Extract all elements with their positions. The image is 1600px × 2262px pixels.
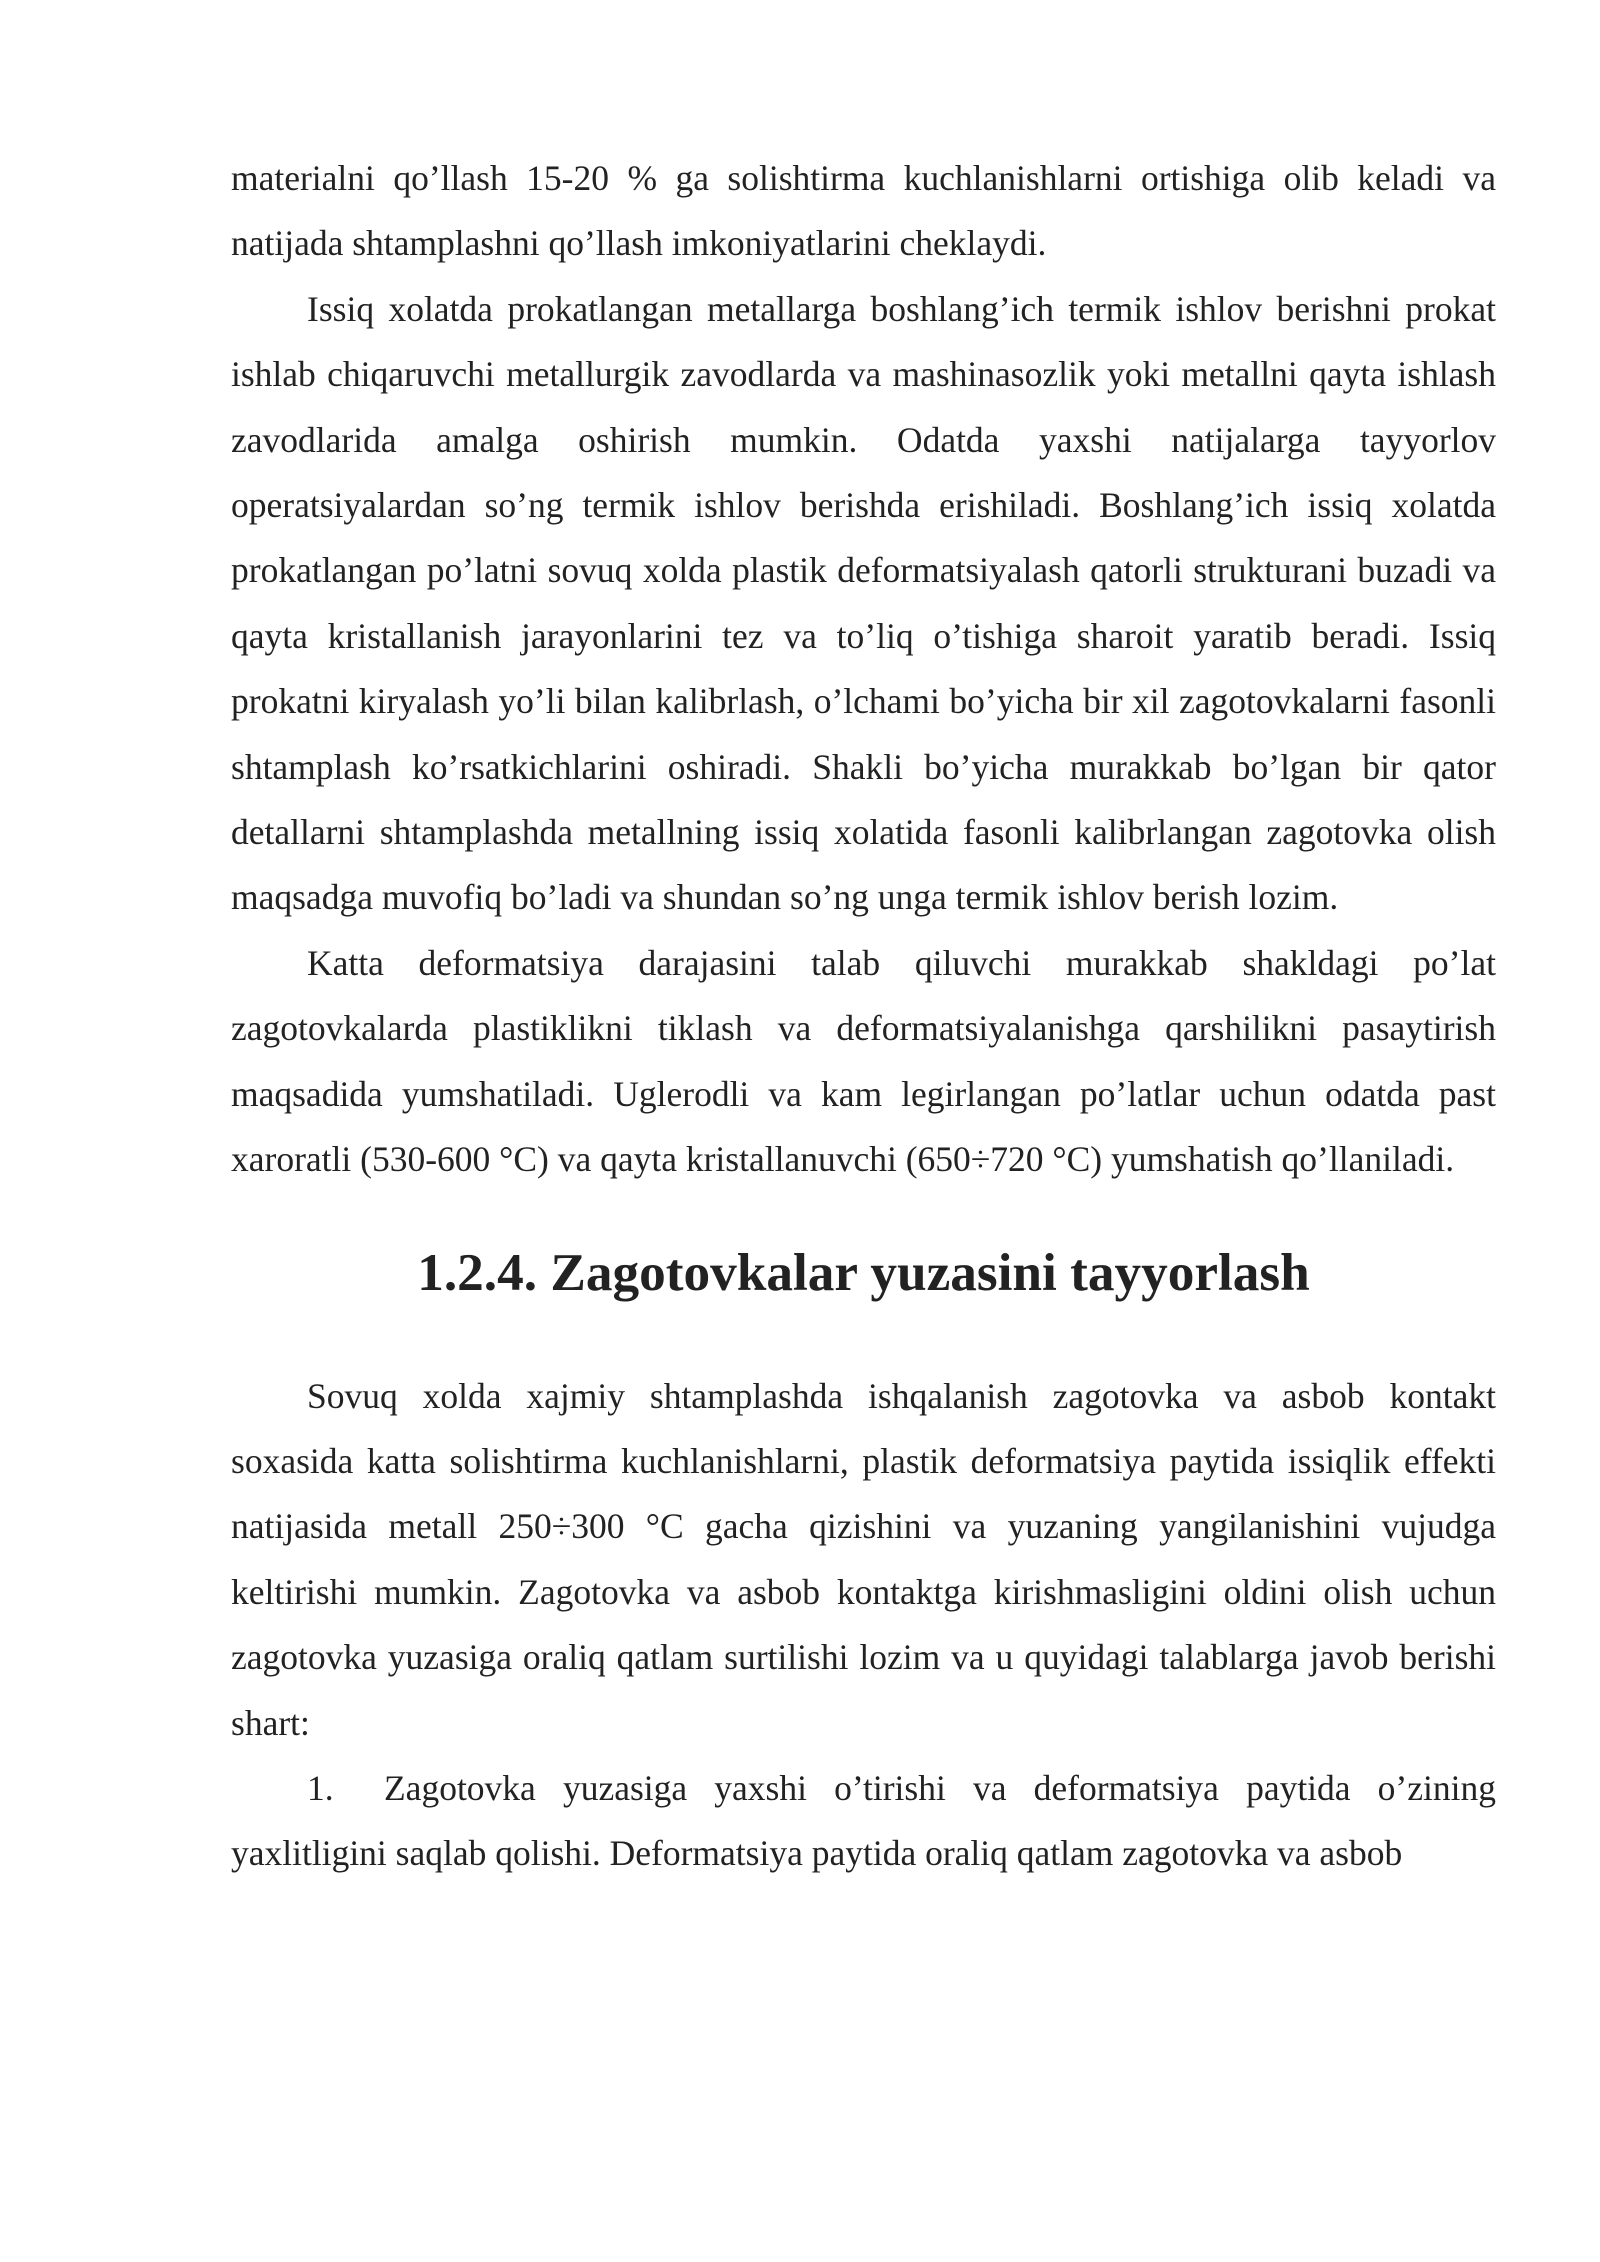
list-item-number: 1. [307, 1767, 334, 1808]
list-item-text: Zagotovka yuzasiga yaxshi o’tirishi va deformatsiya paytida o’zining yaxlitligini saqlab qolishi. Deformatsiya paytida oraliq qatlam zagotovka va asbob [231, 1767, 1496, 1874]
list-item [231, 1756, 1496, 1887]
paragraph-continuation: materialni qo’llash 15-20 % ga solishtirma kuchlanishlarni ortishiga olib keladi va natijada shtamplashni qo’llash imkoniyatlarini cheklaydi. [231, 158, 1496, 264]
paragraph-hot-rolled-heat-treatment: Issiq xolatda prokatlangan metallarga boshlang’ich termik ishlov berishni prokat ishlab chiqaruvchi metallurgik zavodlarda va mashinasozlik yoki metallni qayta ishlash zavodlarida amalga oshirish mumkin. Odatda yaxshi natijalarga tayyorlov operatsiyalardan so’ng termik ishlov berishda erishiladi. Boshlang’ich issiq xolatda prokatlangan po’latni sovuq xolda plastik deformatsiyalash qatorli strukturani buzadi va qayta kristallanish jarayonlarini tez va to’liq o’tishiga sharoit yaratib beradi. Issiq prokatni kiryalash yo’li bilan kalibrlash, o’lchami bo’yicha bir xil zagotovkalarni fasonli shtamplash ko’rsatkichlarini oshiradi. Shakli bo’yicha murakkab bo’lgan bir qator detallarni shtamplashda metallning issiq xolatida fasonli kalibrlangan zagotovka olish maqsadga muvofiq bo’ladi va shundan so’ng unga termik ishlov berish lozim. [231, 288, 1496, 918]
paragraph-surface-preparation: Sovuq xolda xajmiy shtamplashda ishqalanish zagotovka va asbob kontakt soxasida katta solishtirma kuchlanishlarni, plastik deformatsiya paytida issiqlik effekti natijasida metall 250÷300 °C gacha qizishini va yuzaning yangilanishini vujudga keltirishi mumkin. Zagotovka va asbob kontaktga kirishmasligini oldini olish uchun zagotovka yuzasiga oraliq qatlam surtilishi lozim va u quyidagi talablarga javob berishi shart: [231, 1375, 1496, 1743]
paragraph-annealing: Katta deformatsiya darajasini talab qiluvchi murakkab shakldagi po’lat zagotovkalarda plastiklikni tiklash va deformatsiyalanishga qarshilikni pasaytirish maqsadida yumshatiladi. Uglerodli va kam legirlangan po’latlar uchun odatda past xaroratli (530-600 °C) va qayta kristallanuvchi (650÷720 °C) yumshatish qo’llaniladi. [231, 942, 1496, 1180]
section-heading: 1.2.4. Zagotovkalar yuzasini tayyorlash [417, 1242, 1310, 1302]
document-body [231, 146, 1496, 1887]
